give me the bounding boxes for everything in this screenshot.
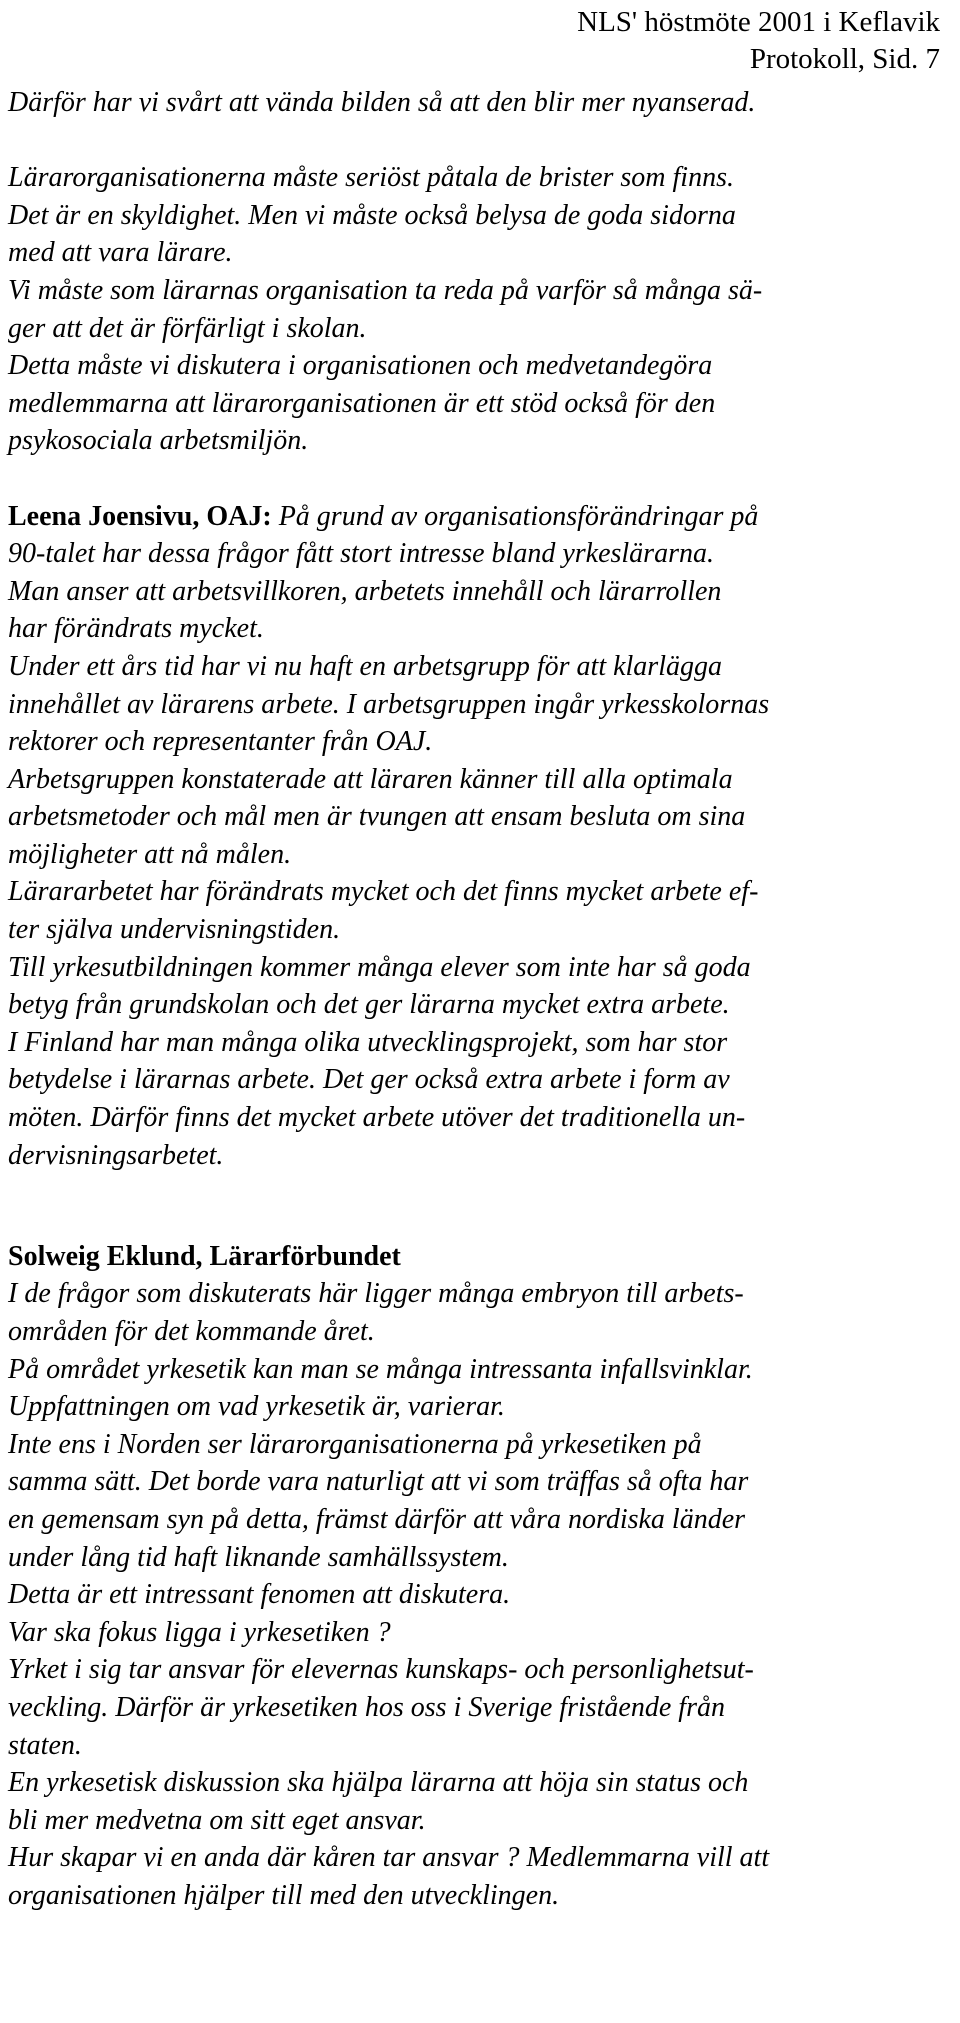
text-line: rektorer och representanter från OAJ. xyxy=(8,726,433,758)
text-line xyxy=(8,498,956,536)
text-line: med att vara lärare. xyxy=(8,237,233,269)
header-title: NLS' höstmöte 2001 i Keflavik xyxy=(577,6,940,38)
text-line: Lärarorganisationerna måste seriöst påtala de brister som finns. xyxy=(8,162,734,194)
text-line: En yrkesetisk diskussion ska hjälpa lärarna att höja sin status och xyxy=(8,1767,749,1799)
header-page-number: Protokoll, Sid. 7 xyxy=(749,43,940,75)
speech-text: På grund av organisationsförändringar på xyxy=(271,500,759,532)
text-line: Det är en skyldighet. Men vi måste också belysa de goda sidorna xyxy=(8,199,736,231)
page-header xyxy=(577,4,940,78)
text-line: samma sätt. Det borde vara naturligt att vi som träffas så ofta har xyxy=(8,1466,749,1498)
text-line: arbetsmetoder och mål men är tvungen att ensam besluta om sina xyxy=(8,801,746,833)
text-line: Uppfattningen om vad yrkesetik är, varierar. xyxy=(8,1391,505,1423)
text-line: möjligheter att nå målen. xyxy=(8,838,292,870)
text-line xyxy=(8,1238,956,1276)
text-line: medlemmarna att lärarorganisationen är ett stöd också för den xyxy=(8,387,716,419)
text-line: Detta måste vi diskutera i organisationen och medvetandegöra xyxy=(8,350,713,382)
text-line: Hur skapar vi en anda där kåren tar ansvar ? Medlemmarna vill att xyxy=(8,1842,770,1874)
text-line: Under ett års tid har vi nu haft en arbetsgrupp för att klarlägga xyxy=(8,650,722,682)
text-line: psykosociala arbetsmiljön. xyxy=(8,425,309,457)
text-line: under lång tid haft liknande samhällssystem. xyxy=(8,1541,509,1573)
text-line: På området yrkesetik kan man se många intressanta infallsvinklar. xyxy=(8,1353,753,1385)
text-line: ger att det är förfärligt i skolan. xyxy=(8,312,367,344)
paragraph-teacher-organisations xyxy=(8,159,956,460)
text-line: Lärararbetet har förändrats mycket och det finns mycket arbete ef- xyxy=(8,876,759,908)
text-line: Vi måste som lärarnas organisation ta reda på varför så många sä- xyxy=(8,274,763,306)
text-line: Till yrkesutbildningen kommer många elever som inte har så goda xyxy=(8,951,751,983)
speaker-name: Solweig Eklund, Lärarförbundet xyxy=(8,1240,401,1272)
text-line: Därför har vi svårt att vända bilden så att den blir mer nyanserad. xyxy=(8,87,756,118)
text-line: I Finland har man många olika utvecklingsprojekt, som har stor xyxy=(8,1026,728,1058)
paragraph-intro xyxy=(8,84,956,122)
text-line: har förändrats mycket. xyxy=(8,613,264,645)
text-line: Yrket i sig tar ansvar för elevernas kunskaps- och personlighetsut- xyxy=(8,1654,754,1686)
text-line: veckling. Därför är yrkesetiken hos oss i Sverige fristående från xyxy=(8,1691,725,1723)
speaker-section-leena xyxy=(8,498,956,1175)
text-line: staten. xyxy=(8,1729,82,1761)
text-line: områden för det kommande året. xyxy=(8,1316,375,1347)
text-line: ter själva undervisningstiden. xyxy=(8,914,341,946)
text-line: en gemensam syn på detta, främst därför att våra nordiska länder xyxy=(8,1503,746,1535)
text-line: innehållet av lärarens arbete. I arbetsgruppen ingår yrkesskolornas xyxy=(8,688,770,720)
text-line: dervisningsarbetet. xyxy=(8,1139,224,1171)
speaker-name: Leena Joensivu, OAJ: xyxy=(8,500,272,532)
text-line: betyg från grundskolan och det ger lärarna mycket extra arbete. xyxy=(8,989,730,1021)
speaker-section-solweig xyxy=(8,1238,956,1915)
text-line: betydelse i lärarnas arbete. Det ger också extra arbete i form av xyxy=(8,1064,730,1096)
text-line: Man anser att arbetsvillkoren, arbetets innehåll och lärarrollen xyxy=(8,575,722,607)
text-line: Inte ens i Norden ser lärarorganisationerna på yrkesetiken på xyxy=(8,1428,702,1460)
text-line: I de frågor som diskuterats här ligger många embryon till arbets- xyxy=(8,1278,744,1310)
text-line: möten. Därför finns det mycket arbete utöver det traditionella un- xyxy=(8,1102,746,1134)
text-line: bli mer medvetna om sitt eget ansvar. xyxy=(8,1804,426,1836)
text-line: Arbetsgruppen konstaterade att läraren känner till alla optimala xyxy=(8,763,733,795)
text-line: Var ska fokus ligga i yrkesetiken ? xyxy=(8,1616,391,1648)
text-line: Detta är ett intressant fenomen att diskutera. xyxy=(8,1579,511,1611)
text-line: 90-talet har dessa frågor fått stort intresse bland yrkeslärarna. xyxy=(8,538,714,570)
document-body xyxy=(8,84,956,1915)
text-line: organisationen hjälper till med den utvecklingen. xyxy=(8,1879,560,1911)
